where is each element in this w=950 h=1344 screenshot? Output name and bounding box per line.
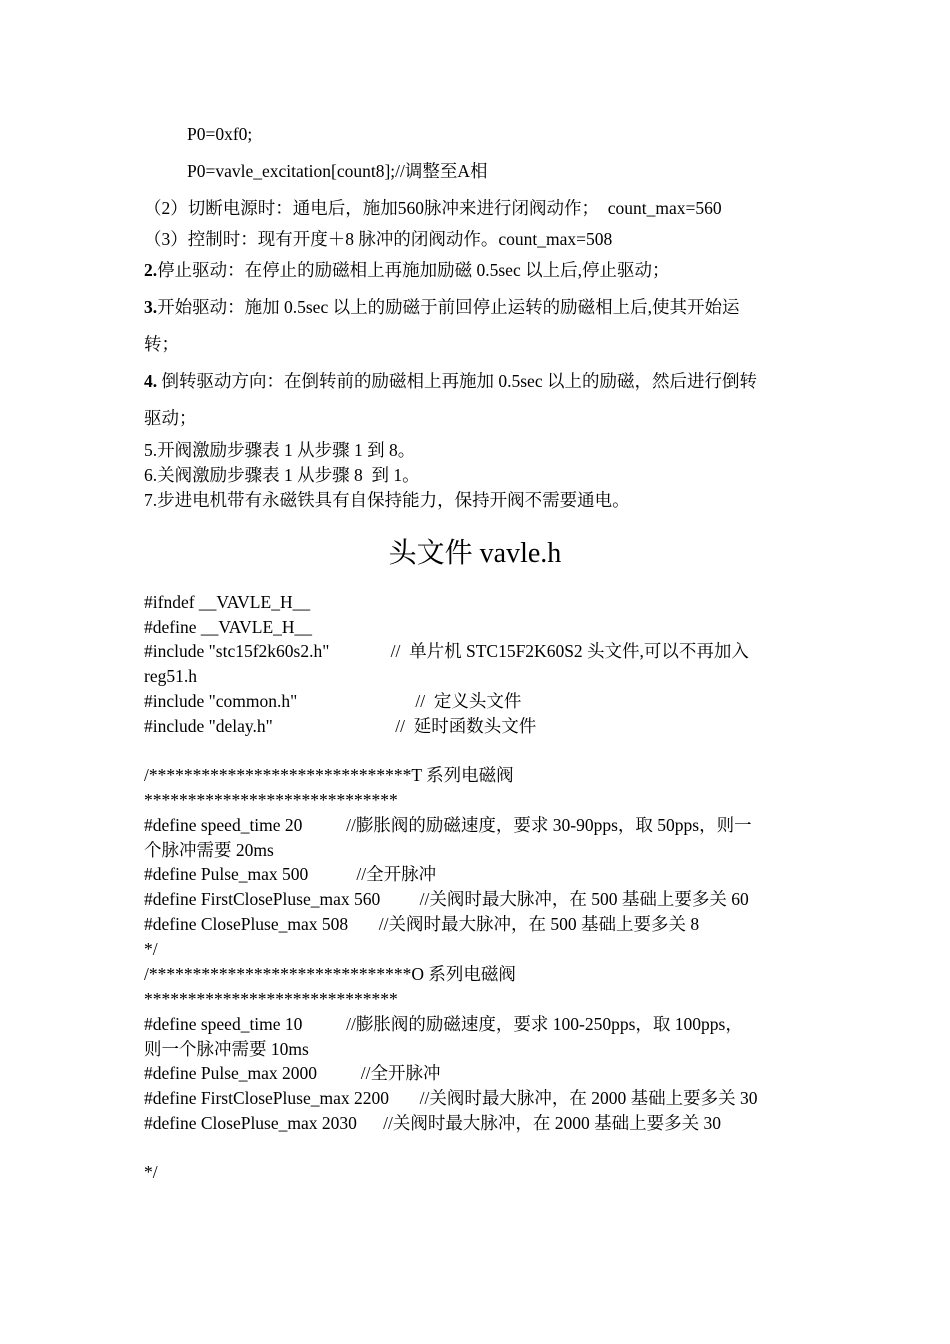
step-2-item: （2）切断电源时：通电后，施加560脉冲来进行闭阀动作； count_max=560 xyxy=(144,198,722,218)
t-series-end: */ xyxy=(144,939,158,959)
reverse-drive-paragraph xyxy=(144,370,757,392)
o-series-speed-cont: 则一个脉冲需要 10ms xyxy=(144,1039,309,1059)
step-5-item: 5.开阀激励步骤表 1 从步骤 1 到 8。 xyxy=(144,440,416,460)
t-series-speed: #define speed_time 20 //膨胀阀的励磁速度，要求 30-90pps，取 50pps，则一 xyxy=(144,815,752,835)
step-6-item: 6.关阀激励步骤表 1 从步骤 8 到 1。 xyxy=(144,465,420,485)
t-series-pulse-max: #define Pulse_max 500 //全开脉冲 xyxy=(144,864,437,884)
t-series-speed-cont: 个脉冲需要 20ms xyxy=(144,840,274,860)
stop-drive-text: 停止驱动：在停止的励磁相上再施加励磁 0.5sec 以上后,停止驱动； xyxy=(157,260,670,280)
start-drive-number: 3. xyxy=(144,297,158,317)
stop-drive-paragraph xyxy=(144,259,669,281)
reverse-drive-text: 倒转驱动方向：在倒转前的励磁相上再施加 0.5sec 以上的励磁，然后进行倒转 xyxy=(157,371,757,391)
code-define-guard: #define __VAVLE_H__ xyxy=(144,617,313,637)
code-include-common: #include "common.h" // 定义头文件 xyxy=(144,691,522,711)
start-drive-paragraph xyxy=(144,296,739,318)
start-drive-text: 开始驱动：施加 0.5sec 以上的励磁于前回停止运转的励磁相上后,使其开始运 xyxy=(157,297,740,317)
t-series-banner-cont: ***************************** xyxy=(144,790,398,810)
o-series-close: #define ClosePluse_max 2030 //关阀时最大脉冲，在 2000 基础上要多关 30 xyxy=(144,1113,721,1133)
o-series-pulse-max: #define Pulse_max 2000 //全开脉冲 xyxy=(144,1063,441,1083)
code-include-delay: #include "delay.h" // 延时函数头文件 xyxy=(144,716,537,736)
o-series-end: */ xyxy=(144,1162,158,1182)
step-7-item: 7.步进电机带有永磁铁具有自保持能力，保持开阀不需要通电。 xyxy=(144,490,630,510)
t-series-banner: /******************************T 系列电磁阀 xyxy=(144,765,514,785)
reverse-drive-text-cont: 驱动； xyxy=(144,408,197,428)
section-heading: 头文件 vavle.h xyxy=(388,538,562,569)
t-series-first-close: #define FirstClosePluse_max 560 //关阀时最大脉冲，在 500 基础上要多关 60 xyxy=(144,889,749,909)
t-series-close: #define ClosePluse_max 508 //关阀时最大脉冲，在 500 基础上要多关 8 xyxy=(144,914,700,934)
o-series-first-close: #define FirstClosePluse_max 2200 //关阀时最大脉冲，在 2000 基础上要多关 30 xyxy=(144,1088,758,1108)
code-include-stc: #include "stc15f2k60s2.h" // 单片机 STC15F2K60S2 头文件,可以不再加入 xyxy=(144,641,749,661)
o-series-banner-cont: ***************************** xyxy=(144,989,398,1009)
step-3-item: （3）控制时：现有开度＋8 脉冲的闭阀动作。count_max=508 xyxy=(144,229,613,249)
stop-drive-number: 2. xyxy=(144,260,158,280)
o-series-banner: /******************************O 系列电磁阀 xyxy=(144,964,516,984)
code-ifndef: #ifndef __VAVLE_H__ xyxy=(144,592,311,612)
code-include-stc-cont: reg51.h xyxy=(144,666,197,686)
code-p0-adjust: P0=vavle_excitation[count8];//调整至A相 xyxy=(187,161,488,181)
code-p0-set: P0=0xf0; xyxy=(187,124,253,144)
reverse-drive-number: 4. xyxy=(144,371,158,391)
o-series-speed: #define speed_time 10 //膨胀阀的励磁速度，要求 100-250pps，取 100pps， xyxy=(144,1014,743,1034)
start-drive-text-cont: 转； xyxy=(144,334,179,354)
